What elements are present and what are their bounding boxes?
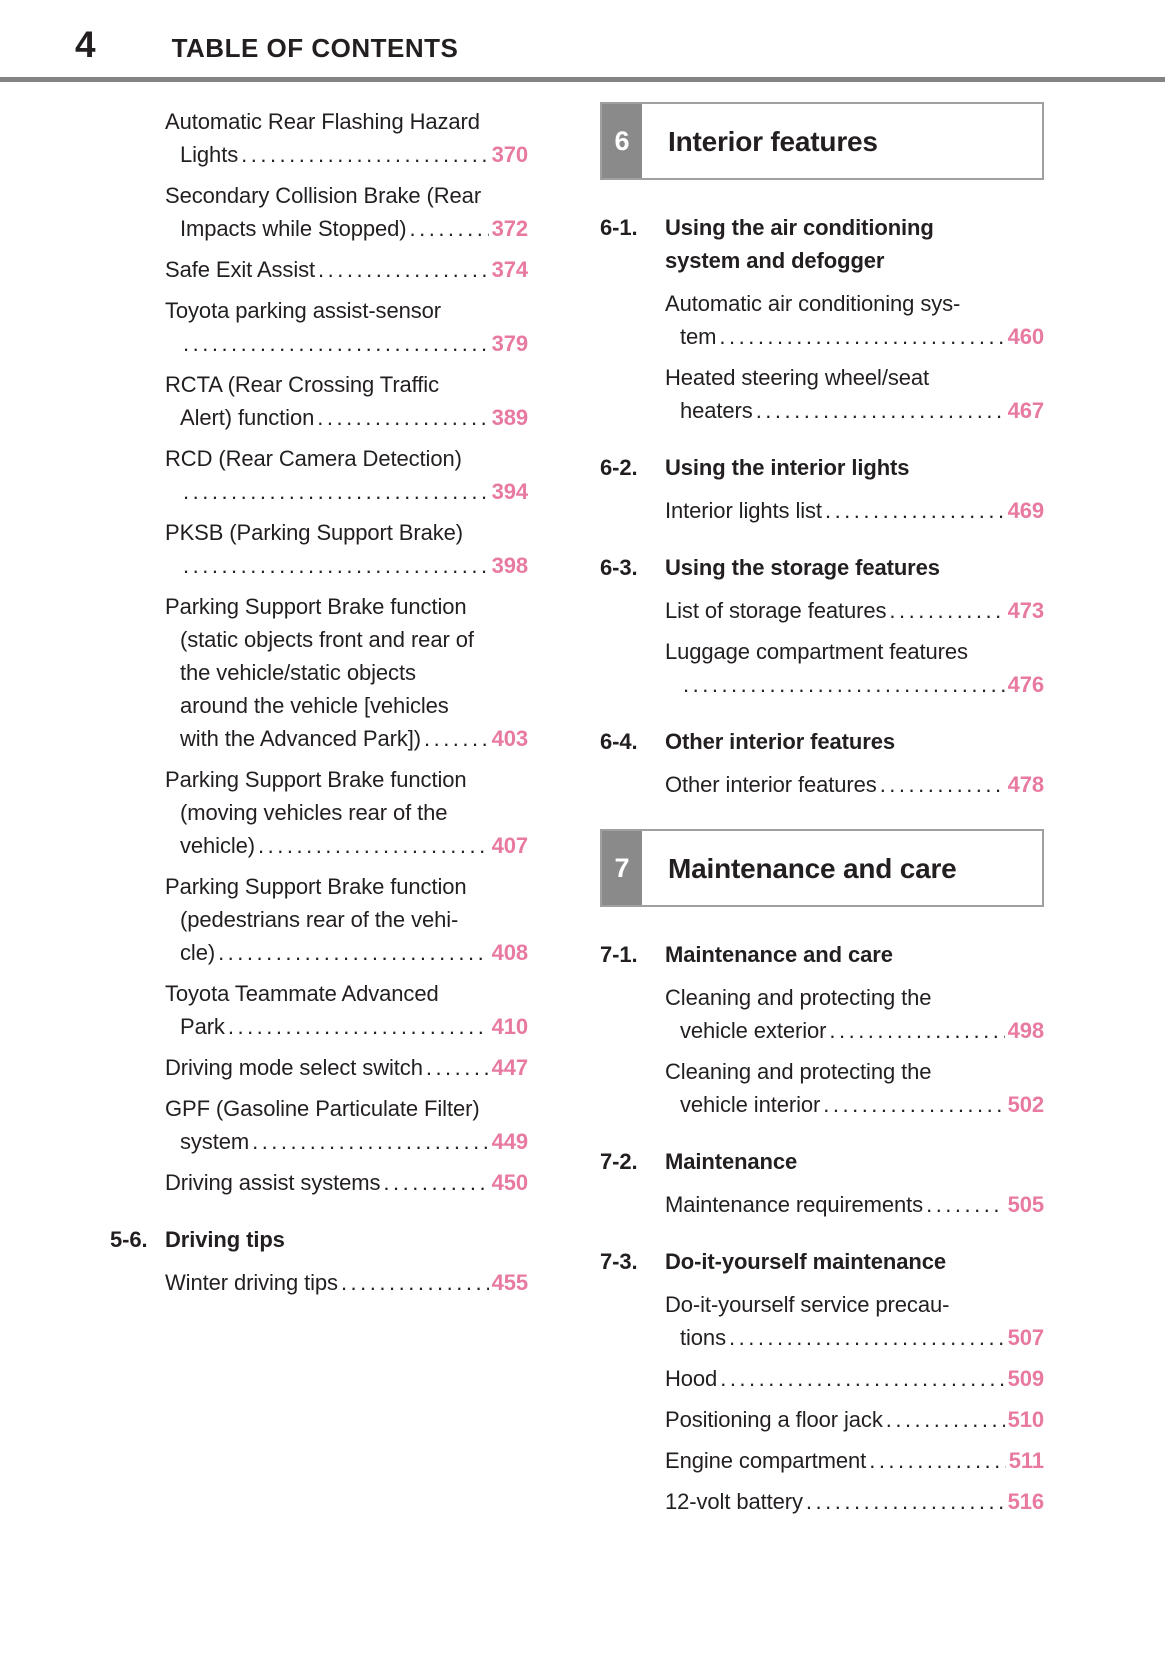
section-heading <box>600 211 1044 277</box>
toc-entry <box>110 590 528 755</box>
toc-dot-leader <box>829 1014 1004 1047</box>
toc-entry <box>600 1444 1044 1477</box>
toc-entry <box>600 361 1044 427</box>
toc-page-ref: 372 <box>491 216 528 241</box>
chapter-header <box>600 102 1044 180</box>
page-number: 4 <box>75 24 96 65</box>
toc-entry-last-line <box>110 1266 528 1299</box>
toc-dot-leader <box>218 936 489 969</box>
toc-page-ref: 407 <box>491 833 528 858</box>
toc-dot-leader <box>258 829 489 862</box>
section-number: 7-2. <box>600 1149 638 1174</box>
toc-page-ref: 509 <box>1007 1366 1044 1391</box>
toc-page-ref: 516 <box>1007 1489 1044 1514</box>
section-title <box>665 551 1044 584</box>
toc-entry-last-line <box>110 401 528 434</box>
section-title <box>665 1245 1044 1278</box>
toc-dot-leader <box>383 1166 488 1199</box>
toc-entry <box>110 179 528 245</box>
section-title <box>165 1223 528 1256</box>
section-number: 6-2. <box>600 455 638 480</box>
toc-entry-line: Automatic air conditioning sys- <box>665 291 961 316</box>
toc-entry <box>600 287 1044 353</box>
toc-entry <box>110 1166 528 1199</box>
toc-entry-text: tions <box>680 1325 726 1350</box>
toc-entry-line: PKSB (Parking Support Brake) <box>165 520 464 545</box>
toc-entry-text: Alert) function <box>180 405 315 430</box>
toc-page-ref: 469 <box>1007 498 1044 523</box>
toc-dot-leader <box>880 768 1005 801</box>
toc-page-ref: 467 <box>1007 398 1044 423</box>
toc-entry-text: Impacts while Stopped) <box>180 216 407 241</box>
toc-entry-last-line <box>110 212 528 245</box>
section-number: 6-1. <box>600 215 638 240</box>
toc-dot-leader <box>886 1403 1005 1436</box>
toc-dot-leader <box>183 549 489 582</box>
toc-dot-leader <box>252 1125 489 1158</box>
toc-dot-leader <box>409 212 488 245</box>
toc-page-ref: 478 <box>1007 772 1044 797</box>
toc-entry-last-line <box>110 327 528 360</box>
toc-page-ref: 403 <box>491 726 528 751</box>
toc-entry-line: Automatic Rear Flashing Hazard <box>165 109 480 134</box>
toc-page-ref: 473 <box>1007 598 1044 623</box>
toc-dot-leader <box>183 475 489 508</box>
toc-page-ref: 476 <box>1007 672 1044 697</box>
section-heading <box>600 1245 1044 1278</box>
toc-entry-text: vehicle exterior <box>680 1018 827 1043</box>
section-number: 6-4. <box>600 729 638 754</box>
toc-dot-leader <box>426 1051 489 1084</box>
toc-dot-leader <box>720 1362 1004 1395</box>
toc-entry <box>600 1403 1044 1436</box>
toc-entry-last-line <box>110 549 528 582</box>
section-number: 7-3. <box>600 1249 638 1274</box>
toc-entry-last-line <box>110 1125 528 1158</box>
chapter-header <box>600 829 1044 907</box>
toc-entry-last-line <box>110 722 528 755</box>
chapter-number: 6 <box>602 104 642 178</box>
toc-dot-leader <box>729 1321 1005 1354</box>
toc-entry <box>600 1055 1044 1121</box>
toc-entry-last-line <box>600 1088 1044 1121</box>
toc-columns <box>0 82 1165 1526</box>
toc-entry-text: heaters <box>680 398 753 423</box>
toc-dot-leader <box>318 253 489 286</box>
toc-entry-text: Safe Exit Assist <box>165 257 316 282</box>
page-title: TABLE OF CONTENTS <box>171 33 459 63</box>
section-title-line: system and defogger <box>665 248 885 273</box>
toc-entry-text: with the Advanced Park]) <box>180 726 421 751</box>
toc-entry-line: the vehicle/static objects <box>180 660 416 685</box>
toc-entry <box>600 981 1044 1047</box>
toc-entry <box>600 1362 1044 1395</box>
toc-entry-text: cle) <box>180 940 216 965</box>
toc-entry-line: Luggage compartment features <box>665 639 968 664</box>
toc-entry-last-line <box>600 1362 1044 1395</box>
toc-page-ref: 374 <box>491 257 528 282</box>
toc-column-left <box>110 97 528 1307</box>
toc-dot-leader <box>228 1010 489 1043</box>
toc-entry <box>110 763 528 862</box>
toc-dot-leader <box>825 494 1005 527</box>
toc-entry-text: List of storage features <box>665 598 887 623</box>
toc-entry-text: Winter driving tips <box>165 1270 338 1295</box>
toc-dot-leader <box>823 1088 1004 1121</box>
toc-entry-last-line <box>110 829 528 862</box>
toc-column-right <box>600 97 1044 1526</box>
toc-page-ref: 398 <box>491 553 528 578</box>
section-title <box>665 211 1044 277</box>
toc-entry-last-line <box>110 936 528 969</box>
toc-entry-line: Parking Support Brake function <box>165 767 467 792</box>
toc-entry-line: Parking Support Brake function <box>165 594 467 619</box>
page-header <box>0 0 1165 66</box>
section-heading <box>600 1145 1044 1178</box>
section-number: 5-6. <box>110 1227 148 1252</box>
toc-entry-text: Driving mode select switch <box>165 1055 423 1080</box>
toc-entry-line: Toyota parking assist-sensor <box>165 298 441 323</box>
toc-page-ref: 394 <box>491 479 528 504</box>
toc-entry-text: vehicle interior <box>680 1092 821 1117</box>
toc-entry-text: Maintenance requirements <box>665 1192 924 1217</box>
toc-entry-line: (static objects front and rear of <box>180 627 474 652</box>
toc-page-ref: 455 <box>491 1270 528 1295</box>
toc-page-ref: 460 <box>1007 324 1044 349</box>
toc-entry-last-line <box>600 320 1044 353</box>
toc-dot-leader <box>683 668 1005 701</box>
toc-entry-line: Parking Support Brake function <box>165 874 467 899</box>
toc-entry-last-line <box>600 394 1044 427</box>
section-title-line: Maintenance <box>665 1149 798 1174</box>
toc-dot-leader <box>317 401 488 434</box>
section-title-line: Using the storage features <box>665 555 940 580</box>
section-title-line: Driving tips <box>165 1227 285 1252</box>
toc-page-ref: 449 <box>491 1129 528 1154</box>
section-title <box>665 1145 1044 1178</box>
toc-entry <box>600 494 1044 527</box>
toc-entry-last-line <box>110 1166 528 1199</box>
toc-dot-leader <box>719 320 1004 353</box>
chapter-title: Interior features <box>668 125 878 157</box>
section-title-line: Using the air conditioning <box>665 215 934 240</box>
toc-entry-text: Hood <box>665 1366 718 1391</box>
toc-entry-last-line <box>600 768 1044 801</box>
toc-entry-text: Other interior features <box>665 772 877 797</box>
toc-page-ref: 450 <box>491 1170 528 1195</box>
toc-entry-last-line <box>110 475 528 508</box>
toc-entry-last-line <box>600 494 1044 527</box>
toc-dot-leader <box>806 1485 1005 1518</box>
toc-entry <box>600 1288 1044 1354</box>
section-number: 6-3. <box>600 555 638 580</box>
toc-entry <box>600 635 1044 701</box>
toc-entry <box>110 516 528 582</box>
toc-page-ref: 510 <box>1007 1407 1044 1432</box>
toc-entry-line: Cleaning and protecting the <box>665 985 932 1010</box>
toc-entry-line: Do-it-yourself service precau- <box>665 1292 950 1317</box>
section-heading <box>110 1223 528 1256</box>
section-title <box>665 938 1044 971</box>
toc-entry-line: RCD (Rear Camera Detection) <box>165 446 462 471</box>
section-title-line: Maintenance and care <box>665 942 893 967</box>
toc-entry-line: (moving vehicles rear of the <box>180 800 448 825</box>
toc-entry-text: Interior lights list <box>665 498 822 523</box>
toc-page-ref: 507 <box>1007 1325 1044 1350</box>
toc-entry-last-line <box>600 1485 1044 1518</box>
toc-entry-last-line <box>600 1014 1044 1047</box>
toc-entry-line: around the vehicle [vehicles <box>180 693 449 718</box>
toc-page-ref: 379 <box>491 331 528 356</box>
toc-entry-last-line <box>110 138 528 171</box>
toc-page-ref: 511 <box>1008 1448 1044 1473</box>
toc-page-ref: 389 <box>491 405 528 430</box>
section-title-line: Do-it-yourself maintenance <box>665 1249 947 1274</box>
section-heading <box>600 725 1044 758</box>
section-heading <box>600 451 1044 484</box>
toc-entry-last-line <box>600 1321 1044 1354</box>
toc-dot-leader <box>926 1188 1005 1221</box>
toc-dot-leader <box>889 594 1004 627</box>
toc-dot-leader <box>341 1266 489 1299</box>
toc-page-ref: 502 <box>1007 1092 1044 1117</box>
toc-entry <box>600 594 1044 627</box>
toc-entry <box>110 105 528 171</box>
toc-entry <box>110 1266 528 1299</box>
toc-entry-last-line <box>110 253 528 286</box>
section-title <box>665 725 1044 758</box>
toc-entry-text: 12-volt battery <box>665 1489 803 1514</box>
toc-entry <box>110 294 528 360</box>
toc-dot-leader <box>756 394 1005 427</box>
toc-entry-line: Cleaning and protecting the <box>665 1059 932 1084</box>
toc-entry-text: Engine compartment <box>665 1448 867 1473</box>
toc-entry <box>110 442 528 508</box>
section-title-line: Other interior features <box>665 729 895 754</box>
toc-entry-last-line <box>600 594 1044 627</box>
toc-entry-last-line <box>600 1188 1044 1221</box>
toc-entry-line: Heated steering wheel/seat <box>665 365 930 390</box>
section-title <box>665 451 1044 484</box>
toc-entry <box>110 1092 528 1158</box>
toc-entry <box>110 368 528 434</box>
toc-entry-line: Toyota Teammate Advanced <box>165 981 439 1006</box>
toc-page-ref: 370 <box>491 142 528 167</box>
toc-page-ref: 498 <box>1007 1018 1044 1043</box>
toc-entry-last-line <box>110 1010 528 1043</box>
toc-entry-text: tem <box>680 324 717 349</box>
toc-page-ref: 505 <box>1007 1192 1044 1217</box>
section-heading <box>600 551 1044 584</box>
toc-dot-leader <box>183 327 489 360</box>
toc-entry-line: RCTA (Rear Crossing Traffic <box>165 372 439 397</box>
toc-entry-last-line <box>110 1051 528 1084</box>
toc-entry <box>110 977 528 1043</box>
toc-entry <box>110 253 528 286</box>
chapter-title: Maintenance and care <box>668 852 957 884</box>
toc-page-ref: 410 <box>491 1014 528 1039</box>
toc-entry-line: (pedestrians rear of the vehi- <box>180 907 459 932</box>
section-number: 7-1. <box>600 942 638 967</box>
toc-entry-text: Park <box>180 1014 225 1039</box>
toc-entry-last-line <box>600 668 1044 701</box>
toc-entry-text: Driving assist systems <box>165 1170 381 1195</box>
toc-entry-text: Positioning a floor jack <box>665 1407 883 1432</box>
toc-entry-text: vehicle) <box>180 833 256 858</box>
toc-entry <box>600 1188 1044 1221</box>
toc-dot-leader <box>241 138 488 171</box>
toc-page-ref: 408 <box>491 940 528 965</box>
toc-entry-text: system <box>180 1129 250 1154</box>
toc-entry-line: GPF (Gasoline Particulate Filter) <box>165 1096 480 1121</box>
toc-entry-last-line <box>600 1403 1044 1436</box>
toc-entry-text: Lights <box>180 142 239 167</box>
toc-dot-leader <box>424 722 489 755</box>
toc-entry <box>600 768 1044 801</box>
chapter-number: 7 <box>602 831 642 905</box>
section-heading <box>600 938 1044 971</box>
toc-entry <box>600 1485 1044 1518</box>
section-title-line: Using the interior lights <box>665 455 910 480</box>
toc-entry-last-line <box>600 1444 1044 1477</box>
toc-entry <box>110 870 528 969</box>
toc-page-ref: 447 <box>491 1055 528 1080</box>
toc-dot-leader <box>869 1444 1006 1477</box>
toc-entry <box>110 1051 528 1084</box>
toc-entry-line: Secondary Collision Brake (Rear <box>165 183 482 208</box>
